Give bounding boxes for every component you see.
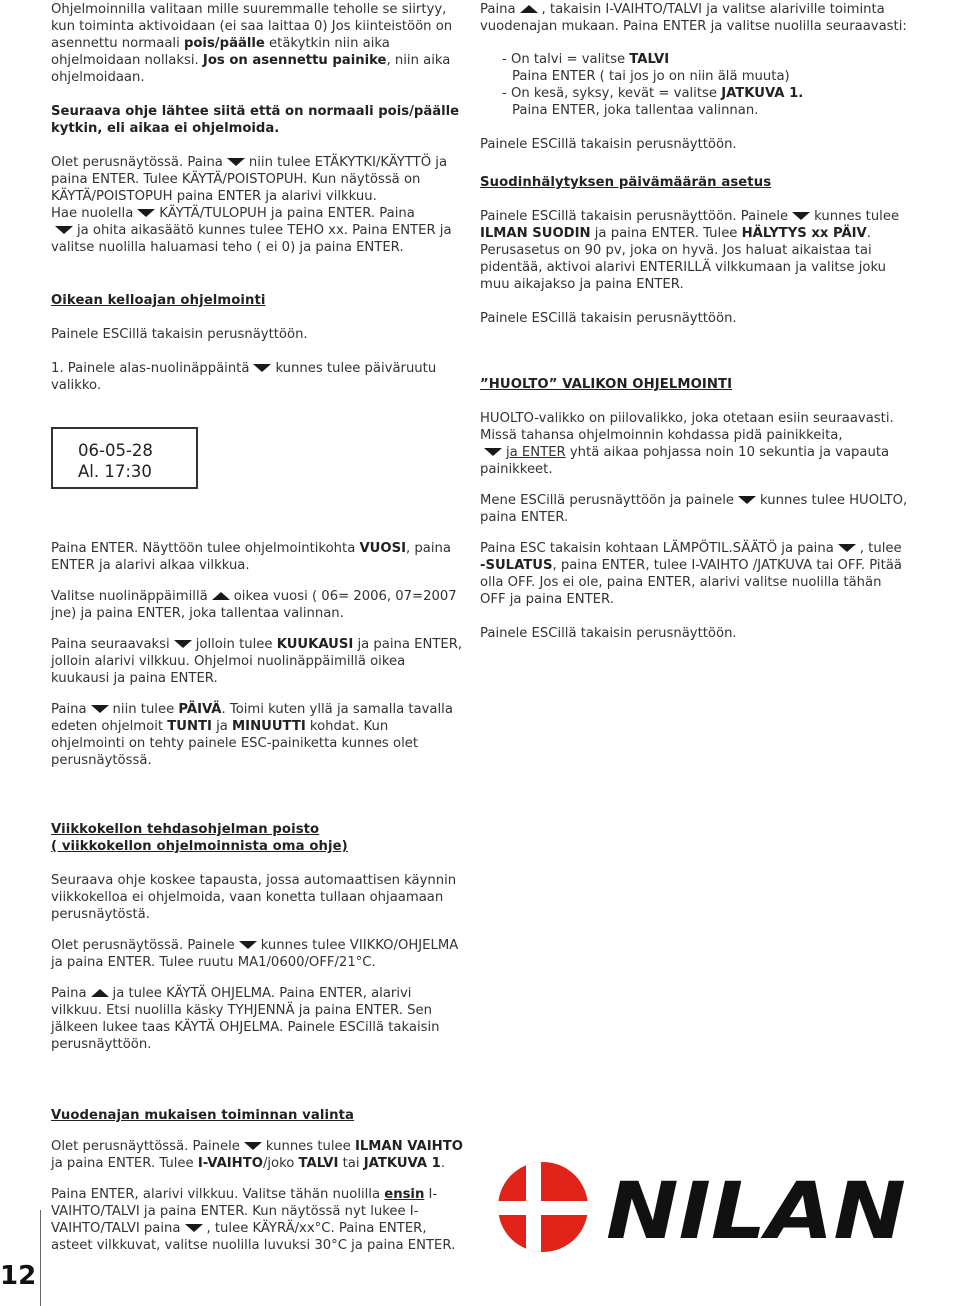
season-option-other-note: Paina ENTER, joka tallentaa valinnan. <box>512 103 759 118</box>
clock-steps <box>51 540 466 769</box>
service-paragraph-3: Paina ESC takaisin kohtaan LÄMPÖTIL.SÄÄTÖ ja paina , tulee -SULATUS, paina ENTER, tulee I-VAIHTO /JATKUVA tai OFF. Pitää olla OFF. Jos ei ole, paina ENTER, alarivi valitse nuolilla tähän OFF ja paina ENTER. <box>480 541 902 607</box>
arrow-down-icon <box>137 209 155 217</box>
arrow-up-icon <box>212 592 230 600</box>
weekclock-section <box>51 821 466 1053</box>
season-heading: Vuodenajan mukaisen toiminnan valinta <box>51 1108 354 1123</box>
season-option-other: - On kesä, syksy, kevät = valitse JATKUVA 1. <box>502 86 804 101</box>
clock-paragraph-1: Painele ESCillä takaisin perusnäyttöön. <box>51 327 308 342</box>
arrow-down-icon <box>792 212 810 220</box>
arrow-up-icon <box>520 5 538 13</box>
danish-flag-circle-icon <box>496 1160 590 1254</box>
season-paragraph-1: Olet perusnäyttössä. Painele kunnes tulee ILMAN VAIHTO ja paina ENTER. Tulee I-VAIHTO/joko TALVI tai JATKUVA 1. <box>51 1139 463 1171</box>
arrow-down-icon <box>838 544 856 552</box>
service-heading: ”HUOLTO” VALIKON OHJELMOINTI <box>480 377 733 392</box>
arrow-down-icon <box>227 158 245 166</box>
arrow-up-icon <box>91 989 109 997</box>
filter-paragraph-1: Painele ESCillä takaisin perusnäyttöön. Painele kunnes tulee ILMAN SUODIN ja paina ENTER. Tulee HÄLYTYS xx PÄIV. Perusasetus on 90 pv, joka on hyvä. Jos haluat aikaistaa tai pidentää, aktivoi alarivi ENTERILLÄ vilkkumaan ja valitse joku muu aikajakso ja paina ENTER. <box>480 209 900 292</box>
filter-section <box>480 174 910 327</box>
service-section <box>480 376 910 642</box>
filter-heading: Suodinhälytyksen päivämäärän asetus <box>480 175 772 190</box>
arrow-down-icon <box>484 448 502 456</box>
season-option-winter-note: Paina ENTER ( tai jos jo on niin älä muuta) <box>512 69 790 84</box>
nilan-logo <box>496 1160 916 1270</box>
arrow-down-icon <box>55 226 73 234</box>
arrow-down-icon <box>244 1142 262 1150</box>
clock-paragraph-2: 1. Painele alas-nuolinäppäintä kunnes tulee päiväruutu valikko. <box>51 361 437 393</box>
clock-paragraph-5: Paina seuraavaksi jolloin tulee KUUKAUSI ja paina ENTER, jolloin alarivi vilkkuu. Ohjelmoi nuolinäppäimillä oikea kuukausi ja paina ENTER. <box>51 637 463 686</box>
service-paragraph-4: Painele ESCillä takaisin perusnäyttöön. <box>480 626 737 641</box>
clock-paragraph-3: Paina ENTER. Näyttöön tulee ohjelmointikohta VUOSI, paina ENTER ja alarivi alkaa vilkkua. <box>51 541 451 573</box>
lcd-date: 06-05-28 <box>78 441 153 460</box>
page-number-divider <box>40 1210 41 1306</box>
clock-paragraph-4: Valitse nuolinäppäimillä oikea vuosi ( 06= 2006, 07=2007 jne) ja paina ENTER, joka tallentaa valinnan. <box>51 589 457 621</box>
arrow-down-icon <box>738 496 756 504</box>
intro-paragraph-2: Seuraava ohje lähtee siitä että on normaali pois/päälle kytkin, eli aikaa ei ohjelmoida. <box>51 104 460 136</box>
arrow-down-icon <box>174 640 192 648</box>
filter-paragraph-2: Painele ESCillä takaisin perusnäyttöön. <box>480 311 737 326</box>
intro-section <box>51 1 466 256</box>
service-paragraph-1: HUOLTO-valikko on piilovalikko, joka otetaan esiin seuraavasti. Missä tahansa ohjelmoinnin kohdassa pidä painikkeita, ja ENTER yhtä aikaa pohjassa noin 10 sekuntia ja vapauta painikkeet. <box>480 411 894 477</box>
arrow-down-icon <box>253 364 271 372</box>
clock-paragraph-6: Paina niin tulee PÄIVÄ. Toimi kuten yllä ja samalla tavalla edeten ohjelmoit TUNTI ja MINUUTTI kohdat. Kun ohjelmointi on tehty painele ESC-painiketta kunnes olet perusnäytössä. <box>51 702 453 768</box>
clock-heading: Oikean kelloajan ohjelmointi <box>51 293 266 308</box>
intro-paragraph-1: Ohjelmoinnilla valitaan mille suuremmalle teholle se siirtyy, kun toiminta aktivoidaan (ei saa laittaa 0) Jos kiinteistöön on asennettu normaali pois/päälle etäkytkin niin aika ohjelmoidaan nollaksi. Jos on asennettu painike, niin aika ohjelmoidaan. <box>51 2 453 85</box>
page-number: 12 <box>0 1261 37 1291</box>
weekclock-subheading: ( viikkokellon ohjelmoinnista oma ohje) <box>51 839 348 854</box>
weekclock-paragraph-3: Paina ja tulee KÄYTÄ OHJELMA. Paina ENTER, alarivi vilkkuu. Etsi nuolilla käsky TYHJENNÄ ja paina ENTER. Sen jälkeen lukee taas KÄYTÄ OHJELMA. Painele ESCillä takaisin perusnäyttöön. <box>51 986 440 1052</box>
season-options-list <box>480 51 910 119</box>
service-paragraph-2: Mene ESCillä perusnäyttöön ja painele kunnes tulee HUOLTO, paina ENTER. <box>480 493 908 525</box>
weekclock-paragraph-2: Olet perusnäytössä. Painele kunnes tulee VIIKKO/OHJELMA ja paina ENTER. Tulee ruutu MA1/0600/OFF/21°C. <box>51 938 459 970</box>
weekclock-paragraph-1: Seuraava ohje koskee tapausta, jossa automaattisen käynnin viikkokelloa ei ohjelmoida, vaan konetta tullaan ohjaamaan perusnäytöstä. <box>51 873 457 922</box>
season-paragraph-2: Paina ENTER, alarivi vilkkuu. Valitse tähän nuolilla ensin I-VAIHTO/TALVI ja paina ENTER. Kun näytössä nyt lukee I-VAIHTO/TALVI paina , tulee KÄYRÄ/xx°C. Paina ENTER, asteet vilkkuvat, valitse nuolilla luvuksi 30°C ja paina ENTER. <box>51 1187 456 1253</box>
arrow-down-icon <box>185 1224 203 1232</box>
arrow-down-icon <box>239 941 257 949</box>
logo-wordmark: NILAN <box>606 1167 906 1257</box>
lcd-display <box>51 427 198 489</box>
season-continued <box>480 1 910 153</box>
clock-section <box>51 292 466 394</box>
arrow-down-icon <box>91 705 109 713</box>
weekclock-heading: Viikkokellon tehdasohjelman poisto <box>51 822 320 837</box>
season-cont-paragraph-1: Paina , takaisin I-VAIHTO/TALVI ja valitse alariville toiminta vuodenajan mukaan. Paina ENTER ja valitse nuolilla seuraavasti: <box>480 2 907 34</box>
season-cont-paragraph-2: Painele ESCillä takaisin perusnäyttöön. <box>480 137 737 152</box>
intro-paragraph-3: Olet perusnäytössä. Paina niin tulee ETÄKYTKI/KÄYTTÖ ja paina ENTER. Tulee KÄYTÄ/POISTOPUH. Kun näytössä on KÄYTÄ/POISTOPUH paina ENTER ja alarivi vilkkuu. Hae nuolella KÄYTÄ/TULOPUH ja paina ENTER. Paina ja ohita aikasäätö kunnes tulee TEHO xx. Paina ENTER ja valitse nuolilla haluamasi teho ( ei 0) ja paina ENTER. <box>51 155 452 255</box>
lcd-time: Al. 17:30 <box>78 462 152 481</box>
season-section <box>51 1107 466 1254</box>
season-option-winter: - On talvi = valitse TALVI <box>502 52 670 67</box>
